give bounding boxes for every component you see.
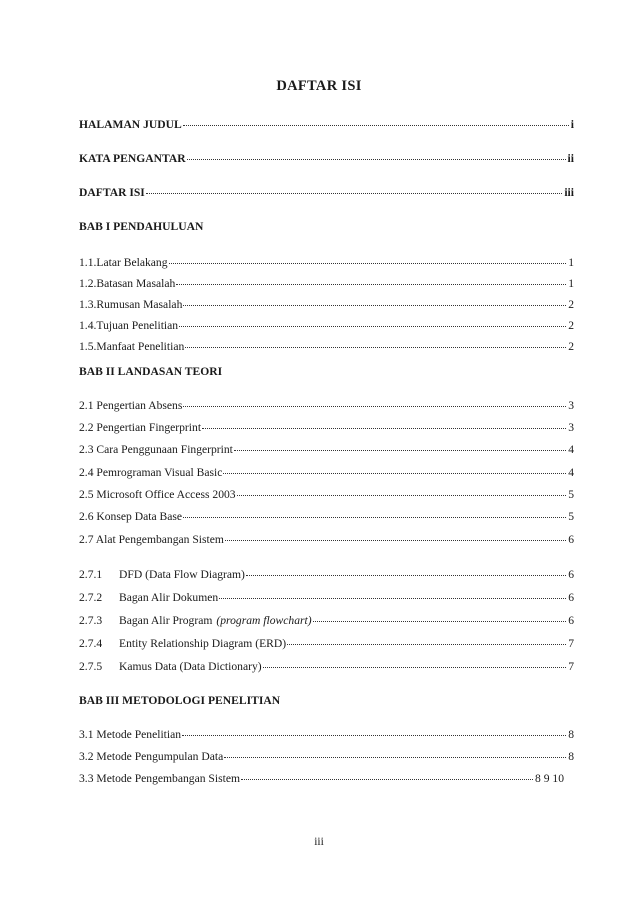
toc-label: 2.3 Cara Penggunaan Fingerprint <box>79 443 233 456</box>
toc-page: 2 <box>568 340 574 353</box>
dot-leader <box>224 757 566 758</box>
dot-leader <box>313 621 567 622</box>
toc-entry[interactable] <box>79 510 574 523</box>
toc-entry[interactable] <box>79 340 574 353</box>
dot-leader <box>225 540 566 541</box>
toc-subentry[interactable] <box>79 660 574 673</box>
toc-page: 8 9 10 <box>535 772 564 785</box>
toc-page: i <box>570 118 574 131</box>
toc-page: 4 <box>568 443 574 456</box>
page-number: iii <box>314 836 324 848</box>
chapter-heading-bab-1[interactable]: BAB I PENDAHULUAN <box>79 220 204 233</box>
dot-leader <box>263 667 567 668</box>
toc-label: 1.2.Batasan Masalah <box>79 277 176 290</box>
toc-page: 3 <box>568 399 574 412</box>
toc-page: 4 <box>568 466 574 479</box>
dot-leader <box>187 159 566 160</box>
toc-page: 5 <box>568 510 574 523</box>
dot-leader <box>241 779 533 780</box>
toc-label: DFD (Data Flow Diagram) <box>119 568 245 581</box>
toc-page: 8 <box>568 728 574 741</box>
toc-label: 2.2 Pengertian Fingerprint <box>79 421 202 434</box>
toc-number: 2.7.3 <box>79 614 103 627</box>
dot-leader <box>146 193 563 194</box>
toc-page: 2 <box>568 298 574 311</box>
toc-entry[interactable] <box>79 728 574 741</box>
toc-page: 5 <box>568 488 574 501</box>
toc-label: 1.3.Rumusan Masalah <box>79 298 183 311</box>
toc-label: Kamus Data (Data Dictionary) <box>119 660 262 673</box>
toc-page: 6 <box>568 533 574 546</box>
toc-page: 6 <box>568 591 574 604</box>
page-title: DAFTAR ISI <box>276 78 362 94</box>
dot-leader <box>183 305 566 306</box>
dot-leader <box>182 735 566 736</box>
chapter-heading-bab-2[interactable]: BAB II LANDASAN TEORI <box>79 365 223 378</box>
toc-page: 2 <box>568 319 574 332</box>
toc-entry[interactable] <box>79 772 564 785</box>
toc-label: 1.4.Tujuan Penelitian <box>79 319 179 332</box>
toc-label: Entity Relationship Diagram (ERD) <box>119 637 287 650</box>
dot-leader <box>223 473 566 474</box>
toc-label: 1.1.Latar Belakang <box>79 256 168 269</box>
toc-entry[interactable] <box>79 319 574 332</box>
toc-label: 3.3 Metode Pengembangan Sistem <box>79 772 240 785</box>
toc-entry-kata-pengantar[interactable] <box>79 152 574 165</box>
toc-number: 2.7.1 <box>79 568 103 581</box>
toc-page: 3 <box>568 421 574 434</box>
toc-label: 1.5.Manfaat Penelitian <box>79 340 185 353</box>
toc-page: 1 <box>568 256 574 269</box>
toc-page: 6 <box>568 568 574 581</box>
toc-entry[interactable] <box>79 421 574 434</box>
toc-entry[interactable] <box>79 750 574 763</box>
toc-page: iii <box>564 186 574 199</box>
toc-entry[interactable] <box>79 298 574 311</box>
dot-leader <box>237 495 567 496</box>
toc-page: 7 <box>568 660 574 673</box>
toc-subentry[interactable] <box>79 637 574 650</box>
toc-number: 2.7.4 <box>79 637 103 650</box>
toc-label-italic: (program flowchart) <box>216 614 312 627</box>
toc-subentry[interactable] <box>79 591 574 604</box>
toc-label: 2.1 Pengertian Absens <box>79 399 183 412</box>
chapter-heading-bab-3[interactable]: BAB III METODOLOGI PENELITIAN <box>79 694 281 707</box>
toc-entry[interactable] <box>79 533 574 546</box>
toc-label: 3.1 Metode Penelitian <box>79 728 182 741</box>
dot-leader <box>185 347 566 348</box>
dot-leader <box>183 517 566 518</box>
toc-label: 2.7 Alat Pengembangan Sistem <box>79 533 224 546</box>
dot-leader <box>246 575 566 576</box>
toc-page: 7 <box>568 637 574 650</box>
toc-label: HALAMAN JUDUL <box>79 118 182 131</box>
dot-leader <box>176 284 566 285</box>
dot-leader <box>219 598 566 599</box>
toc-label: DAFTAR ISI <box>79 186 145 199</box>
dot-leader <box>183 406 566 407</box>
toc-entry[interactable] <box>79 443 574 456</box>
toc-number: 2.7.5 <box>79 660 103 673</box>
toc-entry[interactable] <box>79 399 574 412</box>
dot-leader <box>234 450 566 451</box>
toc-entry-halaman-judul[interactable] <box>79 118 574 131</box>
toc-subentry[interactable] <box>79 568 574 581</box>
toc-label: 2.6 Konsep Data Base <box>79 510 183 523</box>
toc-label: 2.4 Pemrograman Visual Basic <box>79 466 223 479</box>
toc-label: KATA PENGANTAR <box>79 152 186 165</box>
toc-label: Bagan Alir Program <box>119 614 213 627</box>
toc-page: ii <box>567 152 574 165</box>
toc-page: 6 <box>568 614 574 627</box>
toc-label: 2.5 Microsoft Office Access 2003 <box>79 488 236 501</box>
toc-entry-daftar-isi[interactable] <box>79 186 574 199</box>
dot-leader <box>183 125 569 126</box>
toc-page: 8 <box>568 750 574 763</box>
toc-number: 2.7.2 <box>79 591 103 604</box>
toc-entry[interactable] <box>79 466 574 479</box>
toc-label: Bagan Alir Dokumen <box>119 591 219 604</box>
dot-leader <box>169 263 567 264</box>
toc-entry[interactable] <box>79 488 574 501</box>
toc-entry[interactable] <box>79 256 574 269</box>
toc-entry[interactable] <box>79 277 574 290</box>
dot-leader <box>202 428 566 429</box>
dot-leader <box>287 644 566 645</box>
toc-subentry[interactable] <box>79 614 574 627</box>
toc-label: 3.2 Metode Pengumpulan Data <box>79 750 224 763</box>
dot-leader <box>179 326 566 327</box>
toc-page: 1 <box>568 277 574 290</box>
